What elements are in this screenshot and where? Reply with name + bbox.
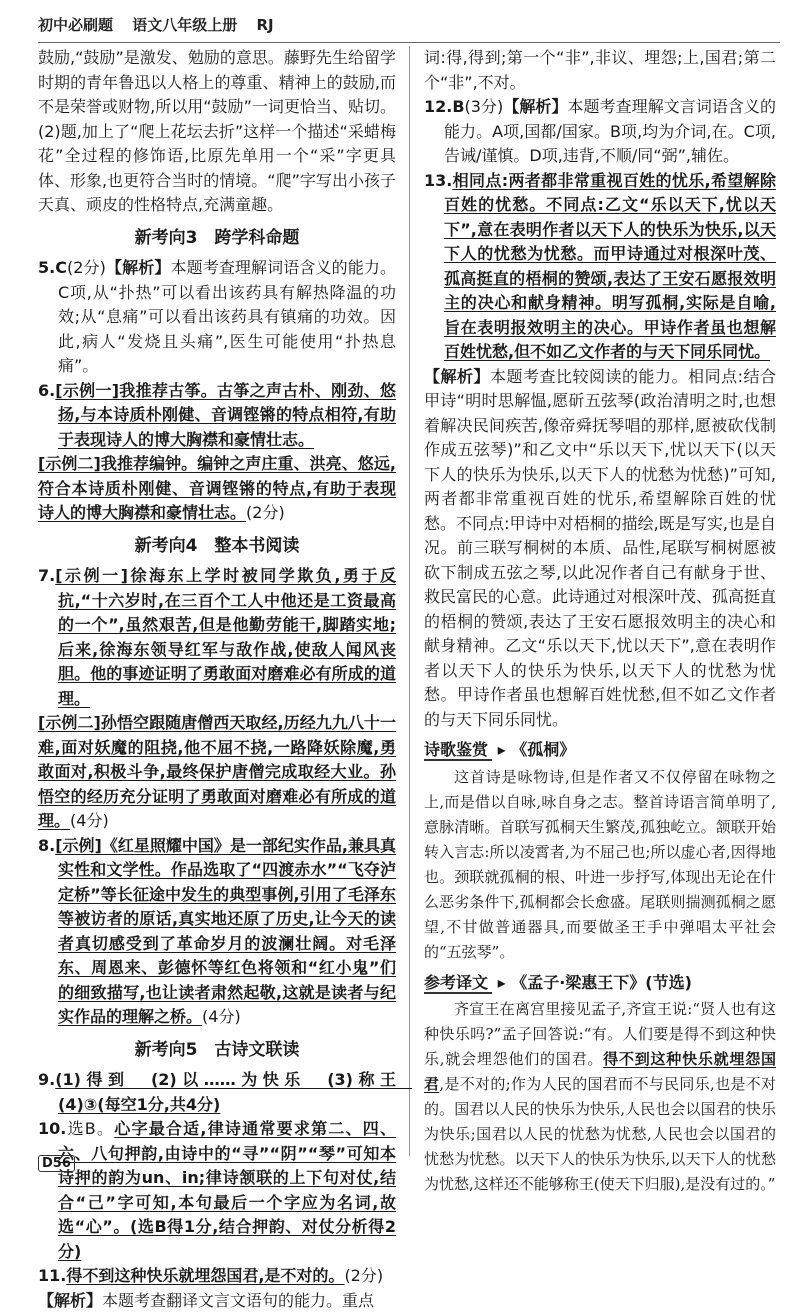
poem-appreciation-heading: 诗歌鉴赏 ▸ 《孤桐》	[424, 738, 776, 763]
left-column	[38, 46, 396, 1313]
question-13-analysis: 【解析】本题考查比较阅读的能力。相同点:结合甲诗“明时思解愠,愿斫五弦琴(政治清明之时,也想着解决民间疾苦,像帝舜抚琴唱的那样,愿被砍伐制作成五弦琴)”和乙文中“乐以天下,忧以天下(以天下人的快乐为快乐,以天下人的忧愁为忧愁)”可知,两者都非常重视百姓的忧乐,希望解除百姓的忧愁。不同点:甲诗中对梧桐的描绘,既是写实,也是自况。前三联写桐树的本质、品性,尾联写桐树愿被砍下制成五弦之琴,以此况作者自己有献身于世、救民富民的心意。此诗通过对根深叶茂、孤高挺直的梧桐的赞颂,表达了王安石愿报效明主的决心和献身精神。乙文“乐以天下,忧以天下”,意在表明作者以天下人的快乐为快乐,以天下人的忧愁为忧愁。甲诗作者虽也想解百姓忧愁,但不如乙文作者的与天下同乐同忧。	[424, 365, 776, 733]
question-6-example-2: [示例二]我推荐编钟。编钟之声庄重、洪亮、悠远,符合本诗质朴刚健、音调铿锵的特点,有助于表现诗人的博大胸襟和豪情壮志。(2分)	[38, 452, 396, 526]
series-title: 初中必刷题	[38, 16, 113, 34]
question-11: 11.得不到这种快乐就埋怨国君,是不对的。(2分)	[38, 1264, 396, 1289]
question-8: 8.[示例]《红星照耀中国》是一部纪实作品,兼具真实性和文学性。作品选取了“四渡赤水”“飞夺泸定桥”等长征途中发生的典型事例,引用了毛泽东等被访者的原话,真实地还原了历史,让今天的读者真切感受到了革命岁月的波澜壮阔。对毛泽东、周恩来、彭德怀等红色将领和“红小鬼”们的细致描写,也让读者肃然起敬,这就是读者与纪实作品的理解之桥。(4分)	[38, 834, 396, 1030]
translation-text: 齐宣王在离宫里接见孟子,齐宣王说:“贤人也有这种快乐吗?”孟子回答说:“有。人们要是得不到这种快乐,就会埋怨他们的国君。得不到这种快乐就埋怨国君,是不对的;作为人民的国君而不与民同乐,也是不对的。国君以人民的快乐为快乐,人民也会以国君的快乐为快乐;国君以人民的忧愁为忧愁,人民也会以国君的忧愁为忧愁。以天下人的快乐为快乐,以天下人的忧愁为忧愁,这样还不能够称王(使天下归服),是没有过的。”	[424, 997, 776, 1197]
subject-title: 语文八年级上册	[132, 16, 237, 34]
section-heading-4: 新考向4 整本书阅读	[38, 534, 396, 559]
page-header	[38, 14, 780, 43]
question-10: 10.选B。心字最合适,律诗通常要求第二、四、六、八句押韵,由诗中的“寻”“阴”“琴”可知本诗押的韵为un、in;律诗颔联的上下句对仗,结合“己”字可知,本句最后一个字应为名词,故选“心”。(选B得1分,结合押韵、对仗分析得2分)	[38, 1117, 396, 1264]
right-column	[424, 46, 776, 1197]
question-7: 7.[示例一]徐海东上学时被同学欺负,勇于反抗,“十六岁时,在三百个工人中他还是工资最高的一个”,虽然艰苦,但是他勤劳能干,脚踏实地;后来,徐海东领导红军与敌作战,使敌人闻风丧胆。他的事迹证明了勇敢面对磨难必有所成的道理。	[38, 564, 396, 711]
question-13: 13.相同点:两者都非常重视百姓的忧乐,希望解除百姓的忧愁。不同点:乙文“乐以天下,忧以天下”,意在表明作者以天下人的快乐为快乐,以天下人的忧愁为忧愁。而甲诗通过对根深叶茂、孤高挺直的梧桐的赞颂,表达了王安石愿报效明主的决心和献身精神。明写孤桐,实际是自喻,旨在表明报效明主的决心。甲诗作者虽也想解百姓忧愁,但不如乙文作者的与天下同乐同忧。	[424, 169, 776, 365]
question-6: 6.[示例一]我推荐古筝。古筝之声古朴、刚劲、悠扬,与本诗质朴刚健、音调铿锵的特点相符,有助于表现诗人的博大胸襟和豪情壮志。	[38, 379, 396, 453]
question-12: 12.B(3分)【解析】本题考查理解文言词语含义的能力。A项,国都/国家。B项,均为介词,在。C项,告诫/谨慎。D项,违背,不顺/同“弼”,辅佐。	[424, 95, 776, 169]
page-number: D56	[38, 1155, 75, 1172]
poem-appreciation-text: 这首诗是咏物诗,但是作者又不仅停留在咏物之上,而是借以自咏,咏自身之志。整首诗语言简单明了,意脉清晰。首联写孤桐天生繁茂,孤独屹立。颔联开始转入言志:所以凌霄者,为不屈己也;所以虚心者,因得地也。颈联就孤桐的根、叶进一步抒写,体现出无论在什么恶劣条件下,孤桐都会长愈盛。尾联则揣测孤桐之愿望,不甘做普通器具,而要做圣王手中弹唱太平社会的“五弦琴”。	[424, 765, 776, 965]
section-heading-3: 新考向3 跨学科命题	[38, 226, 396, 251]
column-divider	[409, 46, 410, 1156]
question-5: 5.C(2分)【解析】本题考查理解词语含义的能力。C项,从“扑热”可以看出该药具有解热降温的功效;从“息痛”可以看出该药具有镇痛的功效。因此,病人“发烧且头痛”,医生可能使用“扑热息痛”。	[38, 256, 396, 379]
question-7-example-2: [示例二]孙悟空跟随唐僧西天取经,历经九九八十一难,面对妖魔的阻挠,他不屈不挠,一路降妖除魔,勇敢面对,积极斗争,最终保护唐僧完成取经大业。孙悟空的经历充分证明了勇敢面对磨难必有所成的道理。(4分)	[38, 711, 396, 834]
q11-continuation: 词:得,得到;第一个“非”,非议、埋怨;上,国君;第二个“非”,不对。	[424, 46, 776, 95]
translation-heading: 参考译文 ▸ 《孟子·梁惠王下》(节选)	[424, 971, 776, 996]
intro-paragraph: 鼓励,“鼓励”是激发、勉励的意思。藤野先生给留学时期的青年鲁迅以人格上的尊重、精神上的鼓励,而不是荣誉或财物,所以用“鼓励”一词更恰当、贴切。(2)题,加上了“爬上花坛去折”这样一个描述“采蜡梅花”全过程的修饰语,比原先单用一个“采”字更具体、形象,也更符合当时的情境。“爬”字写出小孩子天真、顽皮的性格特点,充满童趣。	[38, 46, 396, 218]
question-11-analysis: 【解析】本题考查翻译文言文语句的能力。重点	[38, 1289, 396, 1313]
question-9: 9.(1)得到 (2)以……为快乐 (3)称王 (4)③(每空1分,共4分)	[38, 1068, 396, 1117]
edition-label: RJ	[257, 16, 274, 34]
section-heading-5: 新考向5 古诗文联读	[38, 1038, 396, 1063]
